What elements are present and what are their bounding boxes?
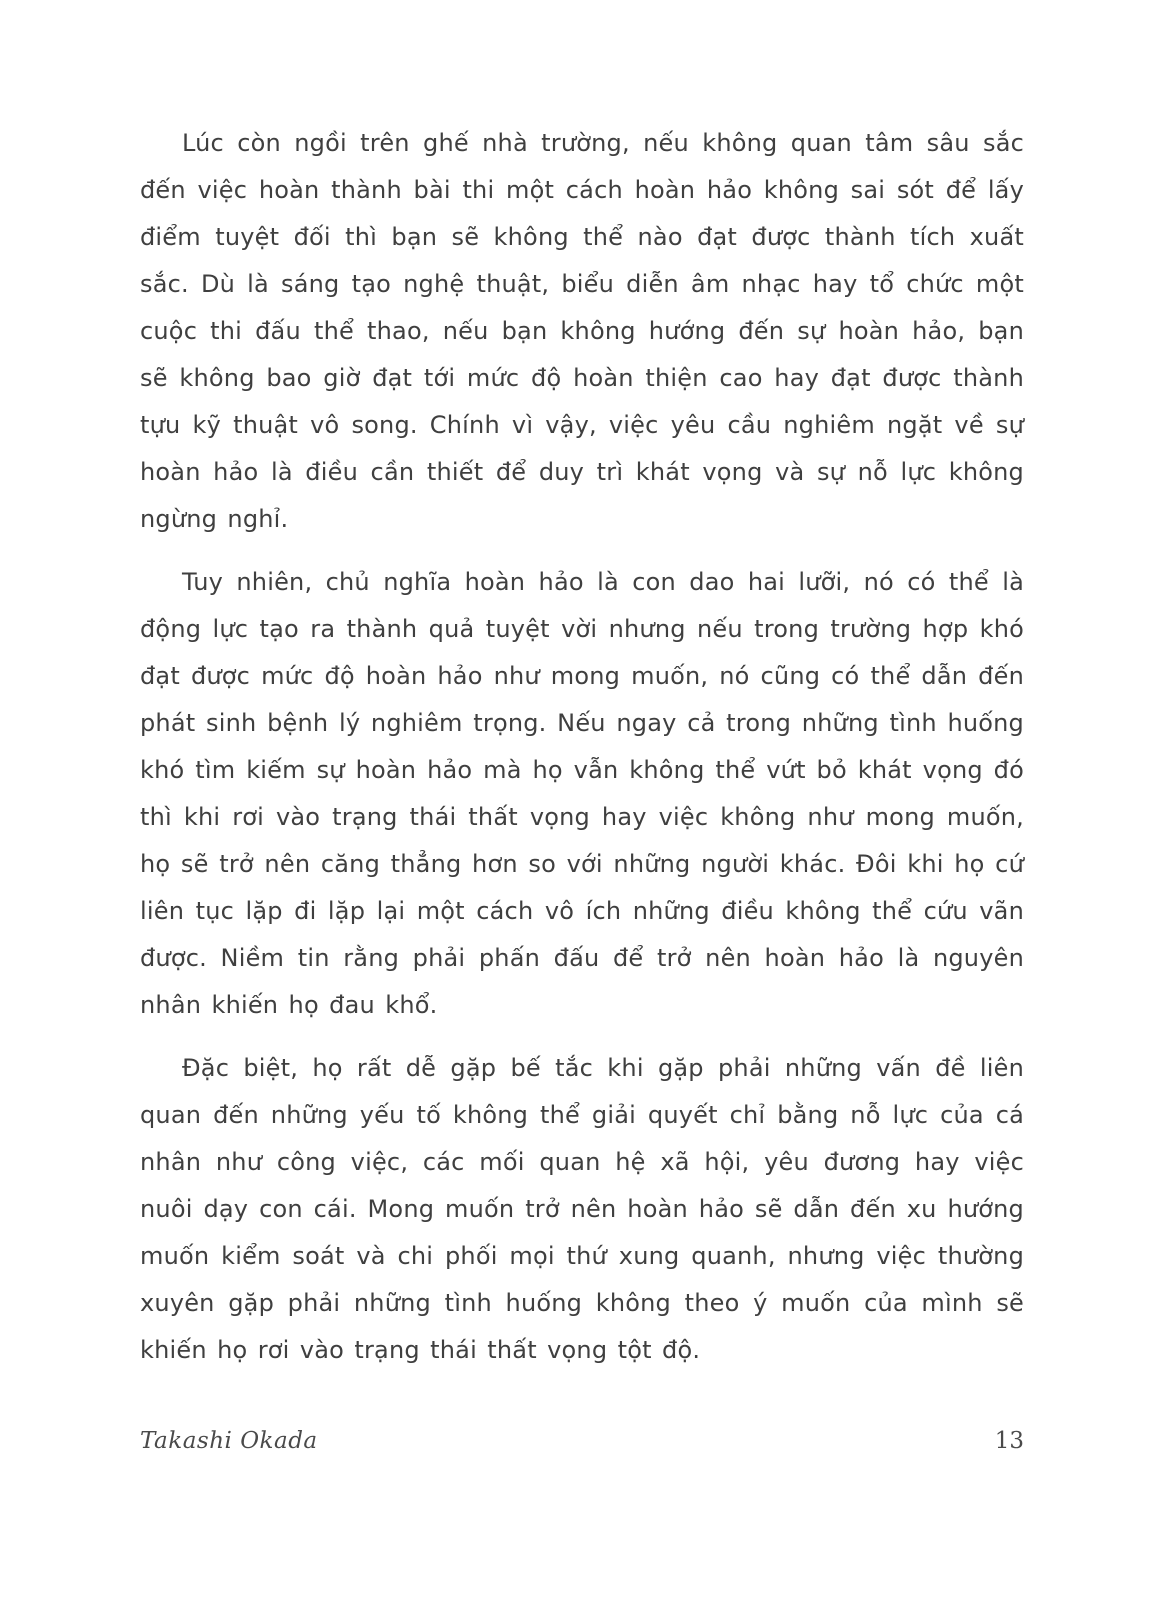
page-footer	[140, 1428, 1024, 1454]
paragraph-2: Tuy nhiên, chủ nghĩa hoàn hảo là con dao hai lưỡi, nó có thể là động lực tạo ra thành quả tuyệt vời nhưng nếu trong trường hợp khó đạt được mức độ hoàn hảo như mong muốn, nó cũng có thể dẫn đến phát sinh bệnh lý nghiêm trọng. Nếu ngay cả trong những tình huống khó tìm kiếm sự hoàn hảo mà họ vẫn không thể vứt bỏ khát vọng đó thì khi rơi vào trạng thái thất vọng hay việc không như mong muốn, họ sẽ trở nên căng thẳng hơn so với những người khác. Đôi khi họ cứ liên tục lặp đi lặp lại một cách vô ích những điều không thể cứu vãn được. Niềm tin rằng phải phấn đấu để trở nên hoàn hảo là nguyên nhân khiến họ đau khổ.	[140, 568, 1024, 1019]
paragraph-3: Đặc biệt, họ rất dễ gặp bế tắc khi gặp phải những vấn đề liên quan đến những yếu tố không thể giải quyết chỉ bằng nỗ lực của cá nhân như công việc, các mối quan hệ xã hội, yêu đương hay việc nuôi dạy con cái. Mong muốn trở nên hoàn hảo sẽ dẫn đến xu hướng muốn kiểm soát và chi phối mọi thứ xung quanh, nhưng việc thường xuyên gặp phải những tình huống không theo ý muốn của mình sẽ khiến họ rơi vào trạng thái thất vọng tột độ.	[140, 1054, 1024, 1364]
paragraph-1: Lúc còn ngồi trên ghế nhà trường, nếu không quan tâm sâu sắc đến việc hoàn thành bài thi một cách hoàn hảo không sai sót để lấy điểm tuyệt đối thì bạn sẽ không thể nào đạt được thành tích xuất sắc. Dù là sáng tạo nghệ thuật, biểu diễn âm nhạc hay tổ chức một cuộc thi đấu thể thao, nếu bạn không hướng đến sự hoàn hảo, bạn sẽ không bao giờ đạt tới mức độ hoàn thiện cao hay đạt được thành tựu kỹ thuật vô song. Chính vì vậy, việc yêu cầu nghiêm ngặt về sự hoàn hảo là điều cần thiết để duy trì khát vọng và sự nỗ lực không ngừng nghỉ.	[140, 129, 1024, 533]
footer-author-name: Takashi Okada	[140, 1428, 318, 1454]
footer-page-number: 13	[994, 1428, 1024, 1454]
page-body-text	[140, 120, 1024, 1374]
